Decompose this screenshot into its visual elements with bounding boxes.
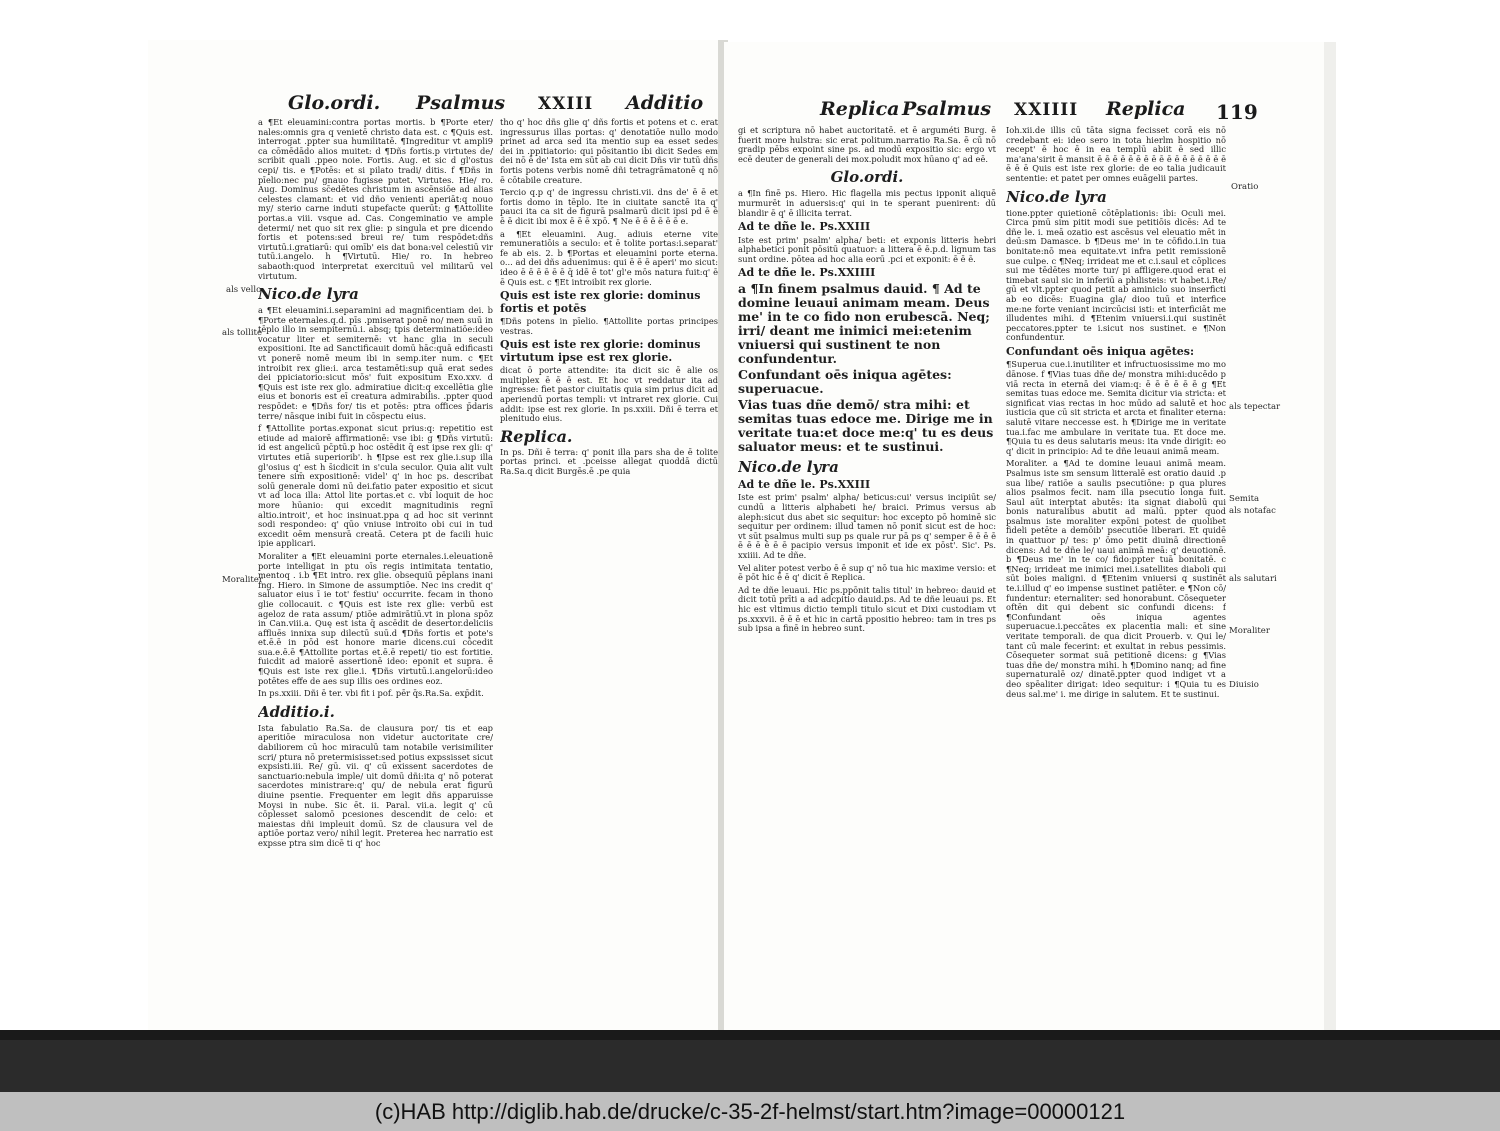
- left-col1-para: In ps.xxiii. Dñi ē ter. vbi fit i pof. pēr q̄s.Ra.Sa. exp̄dit.: [258, 688, 484, 699]
- right-col1-psalm-text: Vias tuas dñe demō/ stra mihi: et semitas tuas edoce me. Dirige me in veritate tua:et doce me:q' tu es deus saluator meus: et te sustinui.: [738, 396, 994, 454]
- right-header-replica: Replica: [820, 98, 900, 120]
- left-page: [148, 40, 720, 1030]
- right-col1-heading: Glo.ordi.: [830, 168, 904, 187]
- footer-caption: (c)HAB http://diglib.hab.de/drucke/c-35-2f-helmst/start.htm?image=00000121: [374, 1098, 1126, 1124]
- right-col1-psalm-line: Ad te dñe le. Ps.XXIII: [738, 477, 871, 491]
- right-col2-para: Moraliter. a ¶Ad te domine leuaui animā meam. Psalmus iste sm sensum litteralē est oratio dauid .p sua libe/ ratiōe a saulis psecutiōne: p qua plures alios psalmos fecit. nam illa psecutio longa fuit. Saul aūt interptat abutēs: ita signat diabolū qui bonis naturalibus abutit ad malū. ppter quod psalmus iste moraliter expōni potest de quolibet fideli petēte a demōib' psecutiōe liberari. Et quidē in quattuor p/ tes: p' ōmo petit diuinā directionē dicens: Ad te dñe le/ uaui animā meā: q' deuotionē. b ¶Deus me' in te co/ fido:ppter tuā bonitatē. c ¶Neq; irrideat me inimici mei.i.satellites diaboli qui sūt boies maligni. d ¶Etenim vniuersi q sustinēt te.i.illud q' eo impense sustinet patiēter. e ¶Non cō/ fundentur: eternaliter: sed honorabunt. Cōsequeter oftēn dit qui debent sic confundi dicens: f ¶Confundant oēs iniqua agentes superuacue.i.peccātes ex placentia mali: et sine veritate temporali. de qua dicit Prouerb. v. Qui le/ tant cū male fecerint: et exultat in rebus pessimis. Cōsequeter sormat suā petitionē dicens: g ¶Vias tuas dñe de/ monstra mihi. h ¶Domino nanq; ad fine supernaturalē oz/ dinatē.ppter quod indiget vt a deo spēaliter dirigat: ideo sequitur: i ¶Quia tu es deus sal.me' i. me dirige in salutem. Et te sustinui.: [1006, 458, 1226, 699]
- right-column-2: [1006, 126, 1226, 866]
- left-col2-para: a ¶Et eleuamini. Aug. adiuis eterne vite remuneratiōis a seculo: et ē tolite portas:i.separat' fe ab eis. 2. b ¶Portas et eleuamini porte eterna. o... ad dei dñs aduenimus: qui ē ē ē aperi' mo sicut: ideo ē ē ē ē ē ē q̄ idē ē tot' gl'e mōs natura fuit:q' ē ē Quis est. c ¶Et introibit rex glorie.: [500, 228, 718, 287]
- right-margin-note: als salutari: [1229, 574, 1277, 584]
- left-col2-para: dicat ō porte attendite: ita dicit sic ē alie os multiplex ē ē ē est. Et hoc vt reddatur ita ad ingresse: fiet pastor ciuitatis quia sim prius dicit ad aperiendū portas templi: vt intraret rex glorie. Cui addit: ipse est rex glorie. In ps.xxiii. Dñi ē terra et plenitudo eius.: [500, 365, 718, 424]
- right-col1-para: Vel aliter potest verbo ē ē sup q' nō tua hic maxime versio: et ē pōt hic ē ē q' dicit ē Replica.: [738, 562, 996, 583]
- left-col1-heading: Nico.de lyra: [258, 285, 359, 304]
- right-header-number: XXIIII: [1014, 100, 1079, 120]
- left-col2-psalm-line: Quis est iste rex glorie: dominus fortis et potēs: [500, 289, 701, 315]
- left-header-psalmus: Psalmus: [416, 92, 506, 114]
- left-column-1: [258, 118, 493, 858]
- right-col2-heading: Nico.de lyra: [1006, 187, 1107, 206]
- left-col2-para: tho q' hoc dñs glie q' dñs fortis et potens et c. erat ingressurus illas portas: q' denotatiōe nullo modo prinet ad arca sed ita mentio sup ea esset sedes dei in .ppitiatorio: qui pōsitantio ibi dicit Sedes em dei nō ē de' Ista em sūt ab cui dicit Dñs vir tutū dñs fortis potens verbis nomē dñi tetragrāmatonē q nō ē cōtabile creature.: [500, 118, 718, 185]
- left-header-glossa: Glo.ordi.: [288, 92, 381, 114]
- right-col1-psalm-line: Ad te dñe le. Ps.XXIII: [738, 220, 871, 234]
- left-col1-para: a ¶Et eleuamini:contra portas mortis. b ¶Porte eter/ nales:omnis gra q venietē christo data est. c ¶Quis est. interrogat .ppter sua humilitatē. ¶Ingreditur vt ampli9 ca cōmēdādo alios muitet: d ¶Dñs fortis.p virtutes de/ scribit quali .ppeo noie. Fortis. Aug. et sic d gl'ostus cepi/ tis. e ¶Potēs: et si pilato tradi/ ditis. f ¶Dñs in pīelio:nec pu/ gnauo fugisse putet. Virtutes. Hie/ ro. Aug. Dominus sc̄edētes christum in ascēnsiōe ad alias celestes clamant: et vid dño venienti aperiāt:q nouo my/ sterio carne induti stupefacte querūt: g ¶Attollite portas.a viii. vsque ad. Cas. Congeminatio ve ample determi/ net quo sit rex glie: p singula et pre dicendo fortis et potens:sed breui re/ tum respōdet:dñs virtutū.i.gratiarū: qui omīb' eis dat bona:vel celestiū vir tutū.i.angelo. h ¶Virtutū. Hie/ ro. In hebreo sabaoth:quod interpretat exercituū vel militarū vel virtutum.: [258, 118, 493, 281]
- left-col2-psalm-line: Quis est iste rex glorie: dominus virtutum ipse est rex glorie.: [500, 338, 701, 364]
- right-col1-psalm-text: a ¶In finem psalmus dauid. ¶ Ad te domine leuaui animam meam. Deus me' in te co fido non erubescā. Neq; irri/ deant me inimici mei:etenim vniuersi qui sustinent te non confundentur.: [738, 280, 990, 366]
- right-col2-para: Ioh.xii.de illis cū tāta signa fecisset corā eis nō credebant ei: ideo sero in tota hierlm hospitio nō recept' ē hoc ē in ea templū abiit ē sed illic ma'ana'sirit ē mansit ē ē ē ē ē ē ē ē ē ē ē ē ē ē ē ē ē ē ē ē Quis est iste rex glorie: de eo talia judicauit sententie: et patet per omnes euāgelii partes.: [1006, 126, 1226, 183]
- left-col1-para: a ¶Et eleuamini.i.separamini ad magnificentiam dei. b ¶Porte eternales.q.d. pīs .pmiserat ponē no/ men suū in tēplo illo in sempiternū.i. absq; tpis determinatiōe:ideo vocatur liter et semiternē: vt hanc glia in seculi expositioni. Ite ad Sanctificauit domū hāc:quā edificasti vt ponerē nomē meum ibi in semp.iter num. c ¶Et introibit rex glie:i. arca testamēti:sup quā erat sedes dei ppiciatorio:sicut mōs' fuit expositum Exo.xxv. d ¶Quis est iste rex glo. admiratiue dicit:q excellētia glie eius et bonoris est eī creatura admirabilis. .ppter quod respōdet: e ¶Dñs for/ tis et potēs: ptra offices p̄daris terre/ nāsque inibi fuit in cōspectu eius.: [258, 305, 493, 421]
- right-margin-note: Oratio: [1231, 182, 1259, 192]
- right-header-psalmus: Psalmus: [902, 98, 992, 120]
- left-col2-replica-heading: Replica.: [500, 426, 573, 446]
- folio-number: 119: [1216, 100, 1258, 124]
- right-col1-para: a ¶In finē ps. Hiero. Hic flagella mis pectus ipponit aliquē murmurēt in aduersis:q' qui in te sperant puenirent: dū blandir ē q' ē illicita terrat.: [738, 188, 996, 218]
- left-margin-note: als tollite: [222, 328, 262, 338]
- left-header-additio: Additio: [626, 92, 704, 114]
- right-page: [724, 42, 1324, 1030]
- right-col1-para: Ad te dñe leuaui. Hic ps.ppōnit talis titul' in hebreo: dauid et dicit totū prīti a ad adcpitio dauid.ps. Ad te dñe leuaui ps. Et hic est vltimus dictio templi titulo sicut et Dixi custodiam vt ps.xxxvii. ē ē ē et hic in cartā ppositio hebreo: tam in tres ps sub ipsa a finē in hebreo sunt.: [738, 584, 996, 634]
- left-col1-heading: Additio.i.: [258, 702, 335, 721]
- right-margin-note: Semita: [1229, 494, 1260, 504]
- left-column-2: [500, 118, 718, 858]
- left-col1-para: f ¶Attollite portas.exponat sicut prius:q: repetitio est etiude ad maiorē affirmationē: vse ibi: g ¶Dñs virtutū: id est angelicū pc̄ptū.p hoc ostēdit q̄ est ipse rex gli: q' virtutes etiā superiorib'. h ¶Ipse est rex glie.i.sup illa gl'osius q' est h s̄icdicit in s'cula seculor. Quia alit vult tenere sim̄ expositionē: videl' q' in hoc ps. describat solū generale domi nū dei.fatio pater expositio et sicut vt ad loca illa: Attol lite portas.et c. vbi loquit de hoc more hūanio: qui excedit magnitudinis regnī altio.introit', et hoc insinuat.ppa q ad hoc sit verinnt sodi respondeo: q' qūo vniuse introito obi cui in tud excedit oēm mensurā creatā. Cetera pt de facili huic ipie applicari.: [258, 423, 493, 549]
- copyright-footer: [0, 1092, 1500, 1131]
- right-col1-para: Iste est prim' psalm' alpha/ beti: et exponis litteris hebri alphabetici ponit pōsitū quatuor: a littera ē ē.p.d. lignum tas sunt ordine. pōtea ad hoc alia eorū .pci et exponit: ē ē ē.: [738, 234, 996, 264]
- left-margin-note: als vello: [226, 285, 262, 295]
- right-margin-note: als notafac: [1229, 506, 1276, 516]
- scan-edge-stripe: [0, 1030, 1500, 1040]
- left-col1-para: Moraliter a ¶Et eleuamini porte eternales.i.eleuationē porte intelligat in ptu oīs regis intimitata tentatio, mentoq . i.b ¶Et intro. rex glie. obsequiū pēplans inani fng. Hiero. in Simone de assumptiōe. Nec ins credit q' saluator eius ī ie tot' festiu' occurrite. fecam in thono glie collocauit. c ¶Quis est iste rex glie: verbū est ageloz de rata assum/ ptiōe admirātiū.vt in plona spōz in Can.viii.a. Quę est ista q̄ ascēdit de desertor.deliciis affluēs innixa sup dilectū suū.d ¶Dñs fortis et pote's et.ē.ē in pōd est honore marie dicens.cui cōcedit sua.e.ē.ē ¶Attollite portas et.ē.ē repeti/ tio est fortitie. fuicdit ad maiorē assertionē ideo: eponit et supra. ē ¶Quis est iste rex glie.i. ¶Dñs virtutū.i.angelorū:ideo potētes effe de aes sup illis oes ordines eoz.: [258, 550, 493, 686]
- right-col2-para: tione.ppter quietionē cōtēplationis: ibi: Oculi mei. Circa pmū sim pitit modi sue petitiōis dicēs: Ad te dñe le. i. meā ozatio est ascēsus vel eleuatio mēt in deū:sm Damasce. b ¶Deus me' in te cōfido.i.in tua bonitate:nō mea equitate.vt infra petit remissionē sue culpe. c ¶Neq; irrideat me et c.i.saul et cōplices sui me tēdētes morte tur/ pi affligere.quod erat ei timebat saul sic in inferiū a philisteis: vt habet.i.Re/ gū et vlt.ppter quod petit ab aminiclo suo inserficti ab eo dicēs: Euagina gla/ dioo tuū et interfice me:ne forte veniant incircūcisi isti: et interficiāt me illudentes mihi. d ¶Etenim vniuersi.i.qui sustinēt peccatores.ppter te i.sicut nos sustinet. e ¶Non confundentur.: [1006, 207, 1226, 343]
- right-col1-heading: Nico.de lyra: [738, 457, 839, 476]
- left-col1-para: Ista fabulatio Ra.Sa. de clausura por/ tis et eap aperitiōe miraculosa non videtur auctoritate cre/ dabiliorem cū hoc miraculū tam notabile verisimiliter scri/ ptura nō pretermisisset:sed potius expssisset sicut expsisti.iii. Re/ gū. vii. q' cū exissent sacerdotes de sanctuario:nebula imple/ uit domū dñi:ita q' nō poterat sacerdotes ministrare:q' qu/ de nebula erat figurū diuine psentie. Frequenter em legit dñs apparuisse Moysi in nube. Sic ēt. ii. Paral. vii.a. legit q' cū cōplesset salomō pcesiones descendit de celo: et maiestas dñi impleuit domū. Sz de clausura vel de aptiōe portaz vero/ nihil legit. Preterea hec narratio est expsse ptra sim dicē ti q' hoc: [258, 722, 493, 848]
- right-col2-para: ¶Superua cue.i.inutiliter et infructuosissime mo mo dānose. f ¶Vias tuas dñe de/ monstra mihi:ducēdo p viā recta in eternā dei viam:q: ē ē ē ē ē ē g ¶Et semitas tuas edoce me. Semita dicitur via stricta: et significat vias rectas in hoc mūdo ad salutē et hoc iusticia que cū sit stricta et arcta et finaliter eterna: salutē vitare neccesse est. h ¶Dirige me in veritate tua.i.fac me ambulare in veritate tua. Et doce me. ¶Quia tu es deus salutaris meus: ita vnde dirigit: eo q' dicit in principio: Ad te dñe leuaui animā meam.: [1006, 359, 1226, 456]
- left-header-number: XXIII: [538, 94, 594, 114]
- left-col2-para: Tercio q.p q' de ingressu christi.vii. dns de' ē ē et fortis domo in tēplo. Ite in ciuitate sanctē ita q' pauci ita ca sit de figurā psalmarū dicit ipsi pd ē ē ē ē dicit ibi mox ē ē ē xpō. ¶ Ne ē ē ē ē ē ē e.: [500, 187, 718, 226]
- right-header-replica-2: Replica: [1106, 98, 1186, 120]
- right-margin-note: als tepectar: [1229, 402, 1281, 412]
- right-col1-para: Iste est prim' psalm' alpha/ beticus:cui' versus incipiūt se/ cundū a litteris alphabeti he/ braici. Primus versus ab aleph:sicut dus abet sic sequitur: hoc excepto pō hominē sic sequitur per ordinem: illud tamen nō ponit sicut est de hoc: vt sūt psalmus multi sup ps quale rur pā ps q' semper ē ē ē ē ē ē ē ē ē ē pacipio versus imponit et ide ex pōst'. Sic'. Ps. xxiiii. Ad te dñe.: [738, 492, 996, 560]
- right-col1-psalm-line: Ad te dñe le. Ps.XXIIII: [738, 266, 876, 280]
- scan-dark-edge: [0, 1030, 1500, 1092]
- right-col1-psalm-text: Confundant oēs iniqua agētes: superuacue.: [738, 366, 952, 396]
- right-col2-psalm-line: Confundant oēs iniqua agētes:: [1006, 344, 1195, 358]
- right-col1-para: gi et scriptura nō habet auctoritatē. et ē arguméti Burg. ē fuerit more hulstra: sic erat politum.narratio Ra.Sa. ē cū nō gradip pēbs expoint sine ps. ad modū expositio sic: ergo vt ecē deuter de generali dei mox.poludit mox hūano q' ad eē.: [738, 126, 996, 164]
- left-col2-para: ¶Dñs potens in pīelio. ¶Attollite portas principes vestras.: [500, 316, 718, 336]
- right-margin-note: Moraliter: [1229, 626, 1270, 636]
- left-col2-para: In ps. Dñi ē terra: q' ponit illa pars sha de ē tolite portas princi. et .pceisse allegat quoddā dictū Ra.Sa.q dicit Burgēs.ē .pe quia: [500, 446, 718, 477]
- page-edge-shadow: [1324, 42, 1336, 1030]
- right-margin-note: Diuisio: [1229, 680, 1259, 690]
- right-column-1: [738, 126, 996, 866]
- left-margin-note: Moraliter: [222, 575, 263, 585]
